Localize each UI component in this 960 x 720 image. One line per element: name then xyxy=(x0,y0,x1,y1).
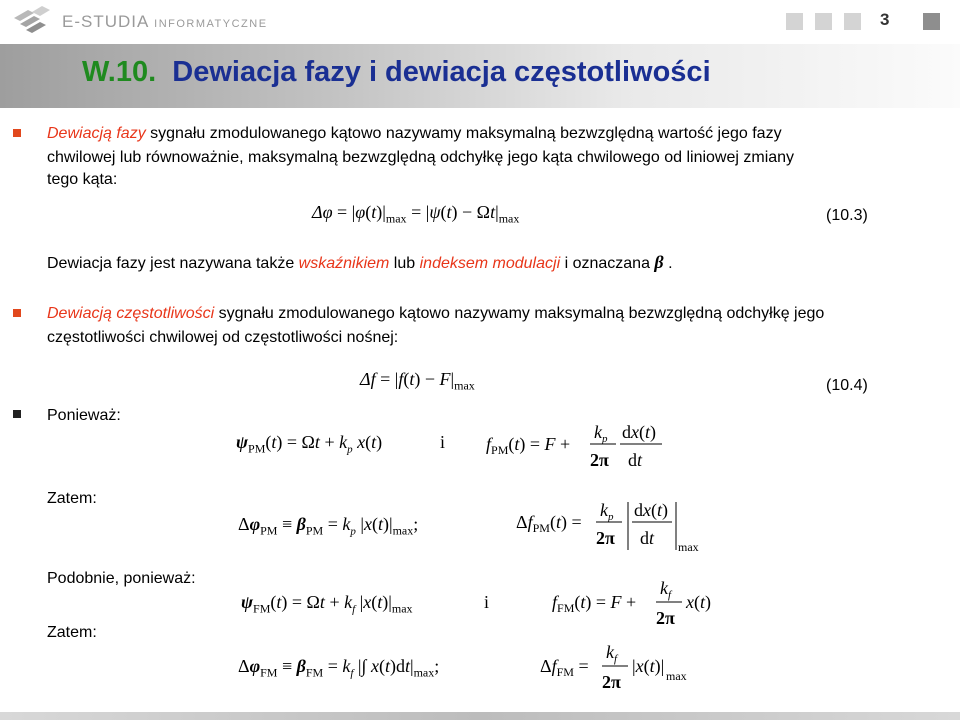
equation-10-4: $\Delta f = |f(t) - F|_{max}$ xyxy=(360,369,475,393)
bullet-icon xyxy=(13,309,21,317)
section1-note: Dewiacja fazy jest nazywana także wskaźnikiem lub indeksem modulacji i oznaczana β . xyxy=(47,252,673,272)
svg-text:fPM(t) = F +: $f_{PM}(t) = F$ + xyxy=(486,434,571,457)
svg-text:2π: 2π xyxy=(596,528,615,548)
svg-text:kp: $k_p$ xyxy=(594,422,608,445)
bullet-icon xyxy=(13,129,21,137)
equation-dphi-fm: $\Delta\varphi_{FM} \equiv \beta_{FM} = k_f$ |∫ $x(t)dt|_{max}$; xyxy=(238,656,440,680)
logo-text: E-STUDIA INFORMATYCZNE xyxy=(62,12,268,31)
svg-text:ΔfPM(t) =: $\Delta f_{PM}(t)$ = xyxy=(516,512,582,535)
podobnie-label: Podobnie, ponieważ: xyxy=(47,570,196,587)
equation-number-10-4: (10.4) xyxy=(826,377,868,394)
nav-next-button[interactable] xyxy=(844,13,861,30)
nav-prev-button[interactable] xyxy=(815,13,832,30)
svg-text:dt: dt xyxy=(640,528,655,548)
equation-f-pm xyxy=(486,418,676,474)
equation-number-10-3: (10.3) xyxy=(826,207,868,224)
equation-df-pm xyxy=(516,496,706,556)
svg-text:2π: 2π xyxy=(602,672,621,692)
zatem-label-2: Zatem: xyxy=(47,624,97,641)
svg-text:dx(t): dx(t) xyxy=(622,422,657,442)
nav-last-button[interactable] xyxy=(923,13,940,30)
equation-df-fm xyxy=(540,640,710,696)
section2-line1: Dewiacją częstotliwości sygnału zmodulowanego kątowo nazywamy maksymalną bezwzględną odchyłkę jego xyxy=(47,305,825,322)
svg-text:2π: 2π xyxy=(590,450,609,470)
equation-10-3: $\Delta\varphi = |\varphi(t)|_{max} = |\psi(t) - \Omega t|_{max}$ xyxy=(312,202,520,226)
equation-psi-pm: $\psi_{PM}(t) = \Omega t + k_p$ x(t) xyxy=(236,432,383,456)
svg-text:x(t): x(t) xyxy=(686,592,712,612)
svg-text:max: max xyxy=(678,540,699,554)
svg-text:kf: $k_f$ xyxy=(606,642,618,665)
svg-text:2π: 2π xyxy=(656,608,675,628)
svg-text:ΔfFM =: $\Delta f_{FM}$ = xyxy=(540,656,589,679)
zatem-label-1: Zatem: xyxy=(47,490,97,507)
svg-text:|x(t)|: |x(t)| xyxy=(632,656,665,676)
section1-line1: Dewiacją fazy sygnału zmodulowanego kątowo nazywamy maksymalną bezwzględną wartość jego fazy xyxy=(47,125,782,142)
svg-text:dx(t): dx(t) xyxy=(634,500,669,520)
svg-text:fFM(t) = F +: $f_{FM}(t) = F$ + xyxy=(552,592,637,615)
header-bar xyxy=(0,0,960,44)
slide-title xyxy=(82,56,711,89)
title-number: W.10. xyxy=(82,56,157,88)
conjunction-i: i xyxy=(440,432,446,452)
page-number: 3 xyxy=(880,10,890,29)
bullet-icon xyxy=(13,410,21,418)
equation-dphi-pm: $\Delta\varphi_{PM} \equiv \beta_{PM} = k_p$ $|x(t)|_{max}$; xyxy=(238,514,419,538)
svg-text:max: max xyxy=(666,669,687,683)
svg-text:kp: $k_p$ xyxy=(600,500,614,523)
section1-line3: tego kąta: xyxy=(47,171,118,188)
conjunction-i: i xyxy=(484,592,490,612)
section3-label: Ponieważ: xyxy=(47,407,121,424)
title-text: Dewiacja fazy i dewiacja częstotliwości xyxy=(172,56,711,88)
section1-line2: chwilowej lub równoważnie, maksymalną bezwzględną odchyłkę jego kąta chwilowego od liniowej zmiany xyxy=(47,149,795,166)
nav-first-button[interactable] xyxy=(786,13,803,30)
footer-bar xyxy=(0,712,960,720)
equation-psi-fm: $\psi_{FM}(t) = \Omega t + k_f$ $|x(t)|_{max}$ xyxy=(241,592,413,616)
logo-icon xyxy=(10,4,54,38)
svg-text:dt: dt xyxy=(628,450,643,470)
section2-line2: częstotliwości chwilowej od częstotliwości nośnej: xyxy=(47,329,399,346)
equation-f-fm xyxy=(552,576,722,632)
svg-text:kf: $k_f$ xyxy=(660,578,672,601)
